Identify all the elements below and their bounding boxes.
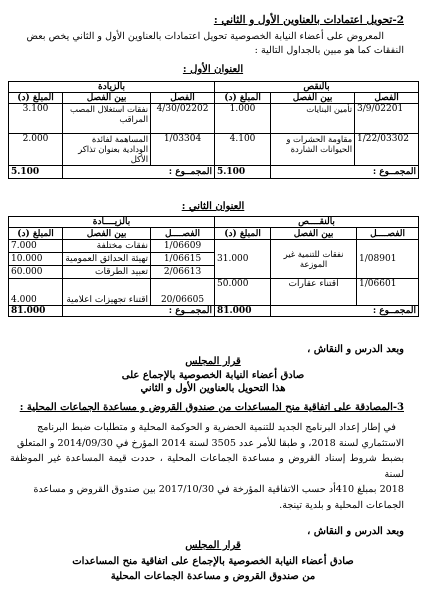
amount-cell: 4.100	[215, 134, 271, 166]
col-amount: المبلغ (د)	[215, 93, 271, 104]
col-amount: المبلغ (د)	[9, 228, 63, 240]
after-discussion: وبعد الدرس و النقاش ،	[307, 526, 404, 537]
decision-line-2: من صندوق القروض و مساعدة الجماعات المحلية	[110, 571, 316, 582]
chapter-cell: 2/06613	[151, 266, 215, 279]
col-between: بين الفصل	[63, 228, 151, 240]
col-chapter: الفصــــل	[357, 228, 419, 240]
total-label: المجمــوع :	[63, 306, 215, 317]
section-3-title: 3-المصادقة على اتفاقية منح المساعدات من صندوق القروض و مساعدة الجماعات المحلية :	[19, 402, 404, 413]
body-line: 2018 بمبلغ 410أد حسب الاتفاقية المؤرخة في 2017/10/30 بين صندوق القروض و مساعدة	[33, 484, 404, 495]
chapter-cell: 20/06605	[151, 279, 215, 306]
amount-cell: 7.000	[9, 240, 63, 253]
col-between: بين الفصل	[271, 228, 357, 240]
total-row	[9, 166, 419, 179]
chapter-cell: 3/9/02201	[355, 104, 419, 134]
table-row	[9, 279, 419, 306]
between-cell: نفقات استغلال المصب المراقب	[63, 104, 151, 134]
chapter-cell: 1/22/03302	[355, 134, 419, 166]
between-cell: تأمين البنايات	[271, 104, 355, 134]
chapter-cell: 1/03304	[151, 134, 215, 166]
amount-cell: 4.000	[9, 279, 63, 306]
decrease-label: بالنقص	[215, 82, 419, 93]
body-line: بضبط شروط إسناد القروض و مساعدة الجماعات المحلية ، حددت قيمة المساعدة غير الموظفة لسنة	[10, 453, 404, 480]
intro-line-1: المعروض على أعضاء النيابة الخصوصية تحويل اعتمادات بالعناوين الأول و الثاني يخص بعض	[26, 31, 384, 42]
amount-cell: 2.000	[9, 134, 63, 166]
total-value: 5.100	[215, 166, 271, 179]
increase-label: بالزيادة	[9, 82, 215, 93]
between-cell: مقاومة الحشرات و الحيوانات الشاردة	[271, 134, 355, 166]
title-1-heading: العنوان الأول :	[182, 64, 244, 75]
chapter-cell: 1/06609	[151, 240, 215, 253]
chapter-cell: 4/30/02202	[151, 104, 215, 134]
total-label: المجمــوع :	[271, 166, 419, 179]
decision-heading: قرار المجلس	[185, 540, 241, 551]
title-1-table	[8, 81, 419, 179]
intro-line-2: النفقات كما هو مبين بالجداول التالية :	[254, 45, 404, 56]
col-chapter: الفصــــل	[151, 228, 215, 240]
after-discussion: وبعد الدرس و النقاش ،	[307, 344, 404, 355]
chapter-cell: 1/06615	[151, 253, 215, 266]
between-cell: تهيئة الحدائق العمومية	[63, 253, 151, 266]
col-amount: المبلغ (د)	[215, 228, 271, 240]
amount-cell: 31.000	[215, 240, 271, 279]
total-value: 5.100	[9, 166, 63, 179]
between-cell: اقتناء عقارات	[271, 279, 357, 306]
between-cell: نفقات مختلفة	[63, 240, 151, 253]
section-2-intro	[14, 30, 404, 58]
col-between: بين الفصل	[271, 93, 355, 104]
table-row	[9, 104, 419, 134]
amount-cell: 60.000	[9, 266, 63, 279]
between-cell: نفقات للتنمية غير الموزعة	[271, 240, 357, 279]
between-cell: تعبيد الطرقات	[63, 266, 151, 279]
amount-cell: 10.000	[9, 253, 63, 266]
decrease-label: بالنقــــص	[215, 217, 419, 228]
chapter-cell: 1/08901	[357, 240, 419, 279]
decision-heading: قرار المجلس	[185, 356, 241, 367]
amount-cell: 50.000	[215, 279, 271, 306]
body-line: الجماعات المحلية و بلدية تينجة.	[279, 499, 404, 511]
title-2-table	[8, 216, 419, 317]
title-2-heading: العنوان الثاني :	[181, 201, 245, 212]
total-row	[9, 306, 419, 317]
table-row	[9, 240, 419, 253]
col-between: بين الفصل	[63, 93, 151, 104]
decision-line-2: هذا التحويل بالعناوين الأول و الثاني	[140, 383, 286, 394]
increase-label: بالزيــــادة	[9, 217, 215, 228]
total-label: المجمــوع :	[271, 306, 419, 317]
amount-cell: 3.100	[9, 104, 63, 134]
decision-line-1: صادق أعضاء النيابة الخصوصية بالإجماع على	[121, 370, 305, 381]
col-amount: المبلغ (د)	[9, 93, 63, 104]
between-cell: المساهمة لفائدة الودادية بعنوان تذاكر الأكل	[63, 134, 151, 166]
body-line: في إطار إعداد البرنامج الجديد للتنمية الحضرية و الحوكمة المحلية و متطلبات ضبط البرنامج	[37, 422, 396, 433]
section-3-body	[10, 420, 404, 513]
between-cell: اقتناء تجهيزات اعلامية	[63, 279, 151, 306]
total-value: 81.000	[215, 306, 271, 317]
total-label: المجمــوع :	[63, 166, 215, 179]
body-line: الاستثماري لسنة 2018، و طبقا للأمر عدد 3505 لسنة 2014 المؤرخ في 2014/09/30 و المتعلق	[16, 437, 404, 449]
decision-line-1: صادق أعضاء النيابة الخصوصية بالإجماع على اتفاقية منح المساعدات	[72, 556, 354, 567]
amount-cell: 1.000	[215, 104, 271, 134]
col-chapter: الفصل	[151, 93, 215, 104]
total-value: 81.000	[9, 306, 63, 317]
table-row	[9, 134, 419, 166]
section-2-title: 2-تحويل اعتمادات بالعناوين الأول و الثاني :	[213, 14, 404, 26]
col-chapter: الفصل	[355, 93, 419, 104]
chapter-cell: 1/06601	[357, 279, 419, 306]
